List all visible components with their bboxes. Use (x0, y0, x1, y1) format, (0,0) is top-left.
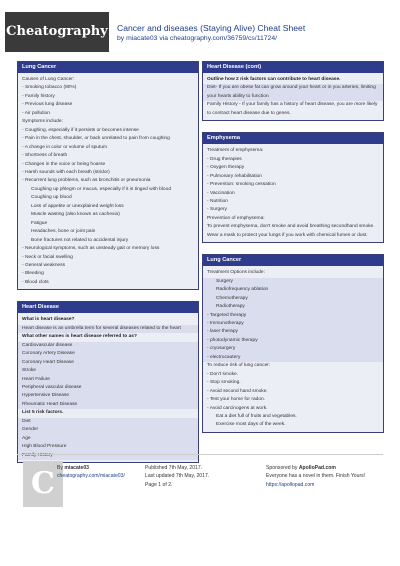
question: List 5 risk factors. (22, 410, 64, 416)
footer-author-line (57, 464, 125, 472)
answer-text: likely to contract heart disease due to genes. (207, 102, 378, 116)
sponsor-prefix: Sponsored by (266, 465, 298, 471)
text-line: - Oxygen therapy (207, 165, 245, 171)
text-line: - Avoid second hand smoke. (207, 388, 268, 394)
text-line: - General weakness (22, 262, 66, 268)
question: What is heart disease? (22, 317, 75, 323)
text-line: - photodynamic therapy (203, 337, 383, 345)
sponsor-link[interactable]: https://apollopad.com (266, 481, 315, 488)
answer: Heart disease is an umbrella term for several diseases related to the heart (18, 325, 198, 333)
answer (207, 101, 379, 118)
text-line: - Smoking tobacco (80%) (22, 85, 77, 91)
footer-author-link[interactable]: cheatography.com/miacate03/ (57, 473, 125, 480)
text-line: - Prevention: smoking cessation (207, 182, 276, 188)
page-title: Cancer and diseases (Staying Alive) Cheat Sheet (117, 23, 306, 33)
updated-date: Last updated 7th May, 2017. (145, 473, 210, 480)
list-item: Hypertensive Disease (18, 392, 198, 400)
text-line: - Immunotherapy (203, 320, 383, 328)
page-footer (17, 454, 383, 512)
text-line: Treatment of emphysema: (207, 148, 264, 154)
section-body (203, 73, 383, 120)
author-link[interactable]: miacate03 (126, 35, 158, 42)
text-line: - Don't smoke. (207, 371, 239, 377)
section-title: Heart Disease (18, 302, 198, 313)
page-number: Page 1 of 2. (145, 481, 173, 488)
text-line: - Drug therapies (207, 156, 242, 162)
section-body (18, 313, 198, 462)
footer-author (57, 464, 125, 481)
list-item: Coronary Artery Disease (18, 350, 198, 358)
section-title: Emphysema (203, 133, 383, 144)
sheet-url-link[interactable]: cheatography.com/36759/cs/11724/ (169, 35, 277, 42)
text-line: Loss of appetite or unexplained weight loss (31, 203, 124, 209)
text-line: - A change in color or volume of sputum (22, 144, 108, 150)
sponsor-line (266, 464, 365, 472)
text-line: Bone fractures not related to accidental injury (31, 237, 129, 243)
sponsor-text: Everyone has a novel in them. Finish Yours! (266, 473, 366, 480)
text-line: - Avoid carcinogens at work. (207, 405, 268, 411)
text-line: - Air pollution (22, 110, 51, 116)
text-line: - Coughing, especially if it persists or becomes intense (22, 127, 139, 133)
text-line: - Vaccination (207, 190, 235, 196)
text-line: - Pain in the chest, shoulder, or back unrelated to pain from coughing (22, 136, 170, 142)
section-body (203, 144, 383, 242)
text-line: Muscle wasting (also known as cachexia) (31, 212, 120, 218)
text-line: Exercise most days of the week. (216, 422, 286, 428)
text-line: - electrocautery (203, 354, 383, 362)
text-line: Coughing up blood (31, 195, 72, 201)
list-item: High Blood Pressure (18, 443, 198, 451)
right-column (202, 61, 384, 444)
question: Outline how 2 risk factors can contribute to heart disease. (207, 77, 341, 82)
text-line: - Harsh sounds with each breath (stridor) (22, 169, 110, 175)
footer-sponsor (266, 464, 365, 489)
list-item: Peripheral vascular disease (18, 384, 198, 392)
text-line: Surgery (203, 278, 383, 286)
text-line: - Changes in the voice or being hoarse (22, 161, 106, 167)
section-title: Lung Cancer (203, 255, 383, 266)
cheatography-logo[interactable]: Cheatography (5, 12, 109, 52)
text-line: Headaches, bone or joint pain (31, 229, 96, 235)
footer-author-name[interactable]: miacate03 (64, 465, 90, 471)
list-item: Stroke (18, 367, 198, 375)
question: What other names is heart disease referred to as? (22, 334, 137, 340)
byline (117, 35, 277, 42)
text-line: To reduce risk of lung cancer: (207, 363, 271, 369)
published-date: Published 7th May, 2017. (145, 465, 203, 471)
text-line: - Neurological symptoms, such as unsteady gait or memory loss (22, 246, 160, 252)
text-line: Coughing up phlegm or mucus, especially if it is tinged with blood (31, 186, 172, 192)
text-line: Chemotherapy (203, 295, 383, 303)
text-line: - Shortness of breath (22, 153, 68, 159)
text-line: - Pulmonary rehabilitation (207, 173, 262, 179)
text-line: Radiotherapy (203, 303, 383, 311)
list-item: Diet (18, 418, 198, 426)
text-line: - Test your home for radon. (207, 397, 266, 403)
text-line: - Surgery (207, 207, 227, 213)
text-line: Prevention of emphysema: (207, 215, 265, 221)
section-title: Heart Disease (cont) (203, 62, 383, 73)
text-line: - laser therapy (203, 328, 383, 336)
heart-disease-cont-section (202, 61, 384, 121)
section-body (18, 73, 198, 289)
text-line: - Previous lung disease (22, 102, 73, 108)
list-item: Cardiovascular disease (18, 342, 198, 350)
lung-cancer-section (17, 61, 199, 290)
text-line: Symptoms include: (22, 119, 63, 125)
list-item: Age (18, 435, 198, 443)
text-line: - Targeted therapy (203, 312, 383, 320)
list-item: Family History (18, 452, 198, 460)
emphysema-section (202, 132, 384, 243)
answer-text: Family History - If your family has a history of heart disease, you are (207, 102, 353, 108)
answer-emphasis: more (354, 102, 366, 108)
text-line: - Bleeding (22, 271, 44, 277)
answer: Diet- If you are obese fat can grow around your heart or in you arteries, limiting your hearts ability to function (203, 84, 383, 101)
text-line: - Neck or facial swelling (22, 254, 73, 260)
sponsor-name[interactable]: ApolloPad.com (298, 465, 336, 471)
list-item: Heart Failure (18, 376, 198, 384)
footer-dates (145, 464, 209, 489)
footer-by-label: By (57, 465, 63, 471)
byline-by: by (117, 35, 125, 42)
text-line: Radiofrequency ablation (203, 286, 383, 294)
section-title: Lung Cancer (18, 62, 198, 73)
byline-via: via (159, 35, 169, 42)
text-paragraph: To prevent emphysema, don't smoke and avoid breathing secondhand smoke. Wear a mask to protect your lungs if you work with chemical fumes or dust. (207, 224, 375, 238)
list-item: Gender (18, 426, 198, 434)
text-line: Treatment Options include: (207, 270, 265, 276)
list-item: Coronary Heart Disease (18, 359, 198, 367)
heart-disease-section (17, 301, 199, 463)
text-line: - Nutrition (207, 198, 228, 204)
lung-cancer-treatment-section (202, 254, 384, 433)
text-line: Fatigue (31, 220, 48, 226)
text-line: - Stop smoking. (207, 380, 241, 386)
page-header (0, 0, 400, 62)
text-line: - cryosurgery (203, 345, 383, 353)
list-item: Rheumatic Heart Disease (18, 401, 198, 409)
text-line: - Family history (22, 93, 55, 99)
text-line: Eat a diet full of fruits and vegetables. (216, 413, 297, 419)
cheatography-c-icon: C (23, 461, 63, 507)
text-line: - Blood clots (22, 279, 49, 285)
text-line: - Recurrent lung problems, such as bronchitis or pneumonia (22, 178, 151, 184)
left-column (17, 61, 199, 474)
section-body (203, 266, 383, 432)
text-line: Causes of Lung Cancer: (22, 77, 75, 82)
